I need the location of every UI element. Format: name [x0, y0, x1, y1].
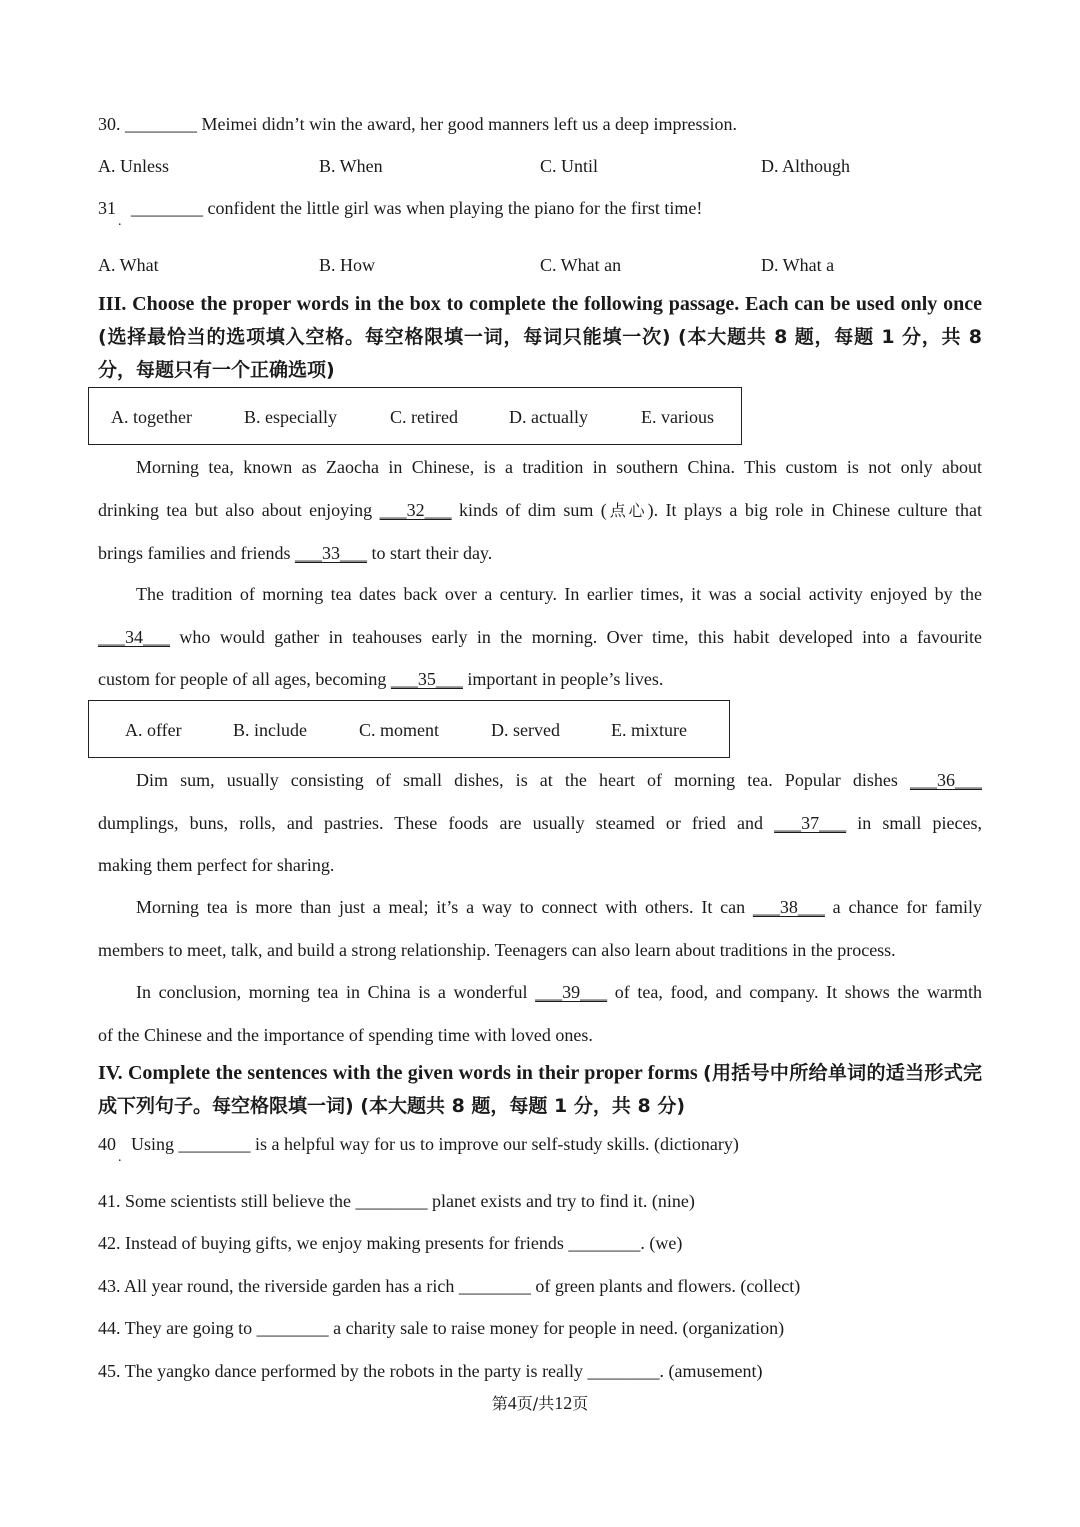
- blank-33[interactable]: ___33___: [294, 543, 367, 563]
- box2-option-c: C. moment: [359, 720, 439, 740]
- box1-option-b: B. especially: [244, 407, 337, 427]
- passage-paragraph-5: [98, 971, 982, 1056]
- blank-34[interactable]: ___34___: [98, 626, 170, 647]
- section-4-heading: [98, 1057, 982, 1123]
- box1-option-e: E. various: [641, 407, 714, 427]
- blank-37[interactable]: ___37___: [774, 812, 847, 833]
- box1-option-a: A. together: [111, 407, 192, 427]
- question-45: 45. The yangko dance performed by the robots in the party is really ________. (amusement): [98, 1361, 763, 1381]
- section-3-heading: [98, 288, 982, 387]
- q31-option-d: D. What a: [761, 255, 835, 275]
- q30-option-c: C. Until: [540, 156, 599, 176]
- q30-option-b: B. When: [319, 156, 383, 176]
- p2-line-2: ___34___ who would gather in teahouses early in the morning. Over time, this habit developed into a favourite: [98, 626, 982, 647]
- p3-line-2: dumplings, buns, rolls, and pastries. These foods are usually steamed or fried and ___37___ in small pieces,: [98, 812, 982, 833]
- section-4-heading-zh: (用括号中所给单词的适当形式完成下列句子。每空格限填一词) (本大题共 8 题，每题 1 分，共 8 分): [98, 1062, 983, 1117]
- box2-option-d: D. served: [491, 720, 560, 740]
- q30-option-a: A. Unless: [98, 156, 169, 176]
- passage-paragraph-2: [98, 573, 982, 701]
- box2-option-b: B. include: [233, 720, 307, 740]
- p3-line-3: making them perfect for sharing.: [98, 855, 335, 875]
- question-31-dot: .: [118, 214, 122, 229]
- p1-line-2: drinking tea but also about enjoying ___32___ kinds of dim sum (点心). It plays a big role in Chinese culture that: [98, 499, 982, 520]
- q31-option-b: B. How: [319, 255, 376, 275]
- question-31-number: 31: [98, 198, 116, 218]
- section-3-heading-zh: (选择最恰当的选项填入空格。每空格限填一词，每词只能填一次) (本大题共 8 题，每题 1 分，共 8 分，每题只有一个正确选项): [98, 326, 982, 381]
- question-43: 43. All year round, the riverside garden has a rich ________ of green plants and flowers. (collect): [98, 1276, 801, 1296]
- passage-paragraph-3: [98, 759, 982, 887]
- p3-line-1: Dim sum, usually consisting of small dishes, is at the heart of morning tea. Popular dishes ___36___: [136, 770, 982, 790]
- box2-option-e: E. mixture: [611, 720, 687, 740]
- question-30-stem: 30. ________ Meimei didn’t win the award, her good manners left us a deep impression.: [98, 114, 738, 134]
- q31-option-a: A. What: [98, 255, 159, 275]
- section-3-heading-en: III. Choose the proper words in the box to complete the following passage. Each can be used only once: [98, 293, 982, 315]
- p1-line-1: Morning tea, known as Zaocha in Chinese, is a tradition in southern China. This custom is not only about: [136, 457, 982, 477]
- total-pages: 12: [554, 1393, 573, 1413]
- p4-line-2: members to meet, talk, and build a strong relationship. Teenagers can also learn about traditions in the process.: [98, 939, 896, 960]
- box1-option-c: C. retired: [390, 407, 458, 427]
- box2-option-a: A. offer: [125, 720, 182, 740]
- p1-line-3: brings families and friends ___33___ to start their day.: [98, 543, 493, 563]
- question-40-number: 40: [98, 1134, 116, 1154]
- question-42: 42. Instead of buying gifts, we enjoy making presents for friends ________. (we): [98, 1233, 683, 1253]
- passage-paragraph-1: [98, 446, 982, 575]
- section-4-heading-en: IV. Complete the sentences with the given words in their proper forms: [98, 1062, 698, 1084]
- blank-36[interactable]: ___36___: [910, 770, 982, 790]
- p5-line-2: of the Chinese and the importance of spending time with loved ones.: [98, 1024, 593, 1045]
- q30-option-d: D. Although: [761, 156, 851, 176]
- blank-32[interactable]: ___32___: [379, 499, 452, 520]
- q31-option-c: C. What an: [540, 255, 622, 275]
- p5-line-1: In conclusion, morning tea in China is a wonderful ___39___ of tea, food, and company. It shows the warmth: [136, 982, 982, 1002]
- box1-option-d: D. actually: [509, 407, 588, 427]
- p2-line-3: custom for people of all ages, becoming ___35___ important in people’s lives.: [98, 669, 664, 689]
- passage-paragraph-4: [98, 886, 982, 971]
- question-41: 41. Some scientists still believe the ________ planet exists and try to find it. (nine): [98, 1191, 695, 1211]
- blank-35[interactable]: ___35___: [390, 669, 463, 689]
- question-40-text: Using ________ is a helpful way for us to improve our self-study skills. (dictionary): [131, 1134, 739, 1154]
- page-footer: 第4页/共12页: [491, 1393, 589, 1413]
- blank-39[interactable]: ___39___: [535, 982, 608, 1002]
- word-box-1: [88, 387, 742, 445]
- p2-line-1: The tradition of morning tea dates back over a century. In earlier times, it was a social activity enjoyed by the: [136, 584, 982, 604]
- blank-38[interactable]: ___38___: [752, 897, 825, 917]
- p4-line-1: Morning tea is more than just a meal; it’s a way to connect with others. It can ___38___ a chance for family: [136, 897, 982, 917]
- question-40-dot: .: [118, 1150, 122, 1165]
- page-number: 4: [507, 1393, 517, 1413]
- question-31-stem: ________ confident the little girl was when playing the piano for the first time!: [131, 198, 703, 218]
- word-box-2: [88, 700, 730, 758]
- question-44: 44. They are going to ________ a charity sale to raise money for people in need. (organization): [98, 1318, 785, 1338]
